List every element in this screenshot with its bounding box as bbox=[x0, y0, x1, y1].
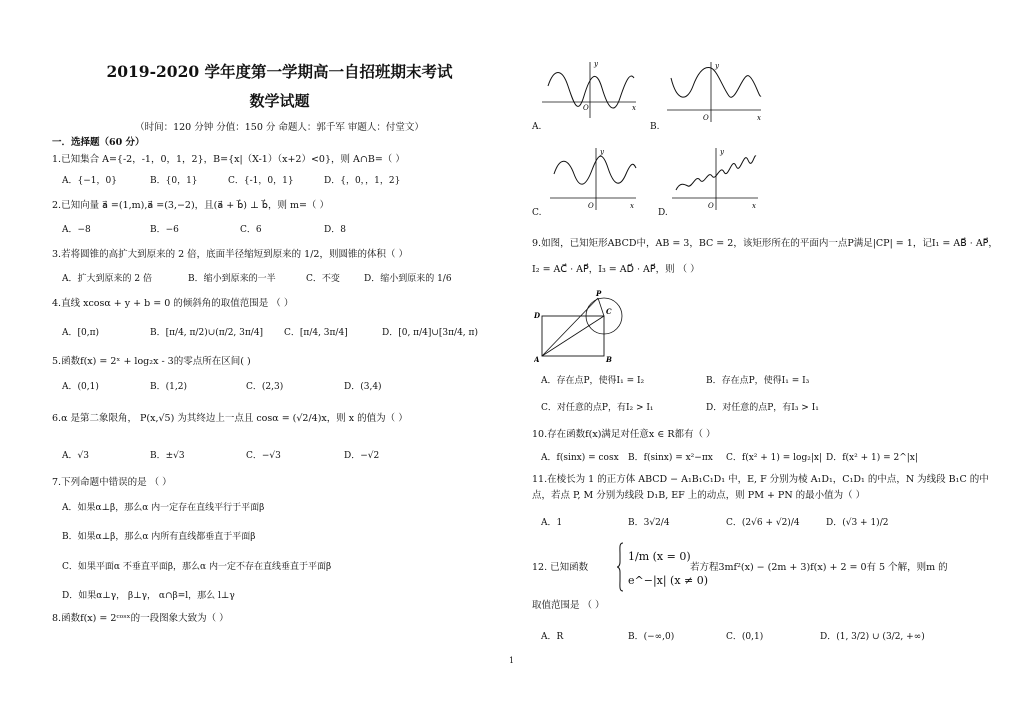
q11-option-b: B．3√2/4 bbox=[628, 518, 670, 528]
x-label: x bbox=[632, 104, 636, 112]
page-number: 1 bbox=[509, 656, 515, 665]
origin-label: O bbox=[703, 114, 709, 122]
q8-option-a: A. bbox=[532, 122, 542, 132]
q12-piece-2: e^−|x| (x ≠ 0) bbox=[628, 574, 709, 587]
q5-option-b: B．(1,2) bbox=[150, 382, 187, 392]
q6-option-a: A．√3 bbox=[62, 451, 89, 461]
q11-stem: 11.在棱长为 1 的正方体 ABCD − A₁B₁C₁D₁ 中，E, F 分别为棱 A₁D₁，C₁D₁ 的中点，N 为线段 B₁C 的中 bbox=[532, 474, 989, 485]
q10-option-b: B．f(sinx) = x²−πx bbox=[628, 453, 713, 463]
q2-option-b: B．−6 bbox=[150, 225, 179, 235]
q9-option-d: D．对任意的点P，有I₃ > I₁ bbox=[706, 403, 819, 413]
q12-piece-1: 1/m (x = 0) bbox=[628, 550, 691, 563]
origin-label: O bbox=[588, 202, 594, 210]
q11-option-a: A．1 bbox=[541, 518, 563, 528]
q8-option-d: D. bbox=[658, 208, 668, 218]
exam-info: （时间：120 分钟 分值：150 分 命题人：郭千军 审题人：付堂文） bbox=[135, 122, 424, 133]
q8-option-b: B. bbox=[650, 122, 660, 132]
q6-option-d: D．−√2 bbox=[344, 451, 380, 461]
q8-option-c: C. bbox=[532, 208, 542, 218]
segment-cp bbox=[598, 298, 604, 316]
q10-option-c: C．f(x² + 1) = log₂|x| bbox=[726, 453, 822, 463]
origin-label: O bbox=[583, 104, 589, 112]
q8-graph-a bbox=[540, 58, 640, 120]
origin-label: O bbox=[708, 202, 714, 210]
q12-option-b: B．(−∞,0) bbox=[628, 632, 675, 642]
q11-stem-cont: 点，若点 P, M 分别为线段 D₁B, EF 上的动点，则 PM + PN 的最小值为（ ） bbox=[532, 490, 866, 501]
q2-stem: 2.已知向量 a⃗ =(1,m),a⃗ =(3,−2)，且(a⃗ + b⃗) ⊥ b⃗，则 m=（ ） bbox=[52, 200, 329, 211]
curve bbox=[554, 156, 636, 184]
diagonal-ac bbox=[542, 316, 604, 356]
q1-option-c: C．{-1，0，1} bbox=[228, 176, 294, 186]
q5-stem: 5.函数f(x) = 2ˣ + log₂x - 3的零点所在区间( ) bbox=[52, 356, 251, 367]
q1-stem: 1.已知集合 A={-2，-1，0，1，2}，B={x|（X-1）（x+2）<0}，则 A∩B=（ ） bbox=[52, 154, 405, 165]
q1-option-a: A．{−1，0} bbox=[62, 176, 117, 186]
x-label: x bbox=[752, 202, 756, 210]
q9-option-a: A．存在点P，使得I₁ = I₂ bbox=[541, 376, 645, 386]
q7-option-a: A．如果α⊥β，那么α 内一定存在直线平行于平面β bbox=[62, 503, 265, 513]
q10-option-a: A．f(sinx) = cosx bbox=[541, 453, 619, 463]
q7-option-d: D．如果α⊥γ， β⊥γ， α∩β=l，那么 l⊥γ bbox=[62, 591, 235, 601]
q10-stem: 10.存在函数f(x)满足对任意x ∈ R都有（ ） bbox=[532, 429, 716, 440]
q6-option-c: C．−√3 bbox=[246, 451, 281, 461]
q12-stem-b: 若方程3mf²(x) − (2m + 3)f(x) + 2 = 0有 5 个解，则m 的 bbox=[690, 562, 948, 573]
q6-option-b: B．±√3 bbox=[150, 451, 185, 461]
q7-option-b: B．如果α⊥β，那么α 内所有直线都垂直于平面β bbox=[62, 532, 256, 542]
q6-stem: 6.α 是第二象限角， P(x,√5) 为其终边上一点且 cosα = (√2/4)x，则 x 的值为（ ） bbox=[52, 413, 408, 424]
q4-option-d: D．[0, π/4]∪[3π/4, π) bbox=[382, 328, 478, 338]
q9-option-c: C．对任意的点P，有I₂ > I₁ bbox=[541, 403, 654, 413]
x-label: x bbox=[757, 114, 761, 122]
q5-option-d: D．(3,4) bbox=[344, 382, 382, 392]
q5-option-a: A．(0,1) bbox=[62, 382, 99, 392]
q8-graph-c bbox=[548, 144, 640, 212]
q3-option-a: A．扩大到原来的 2 倍 bbox=[62, 274, 152, 284]
q7-stem: 7.下列命题中错误的是 （ ） bbox=[52, 477, 172, 488]
q2-option-d: D．8 bbox=[324, 225, 346, 235]
q12-piecewise-brace bbox=[616, 542, 624, 592]
q3-option-b: B．缩小到原来的一半 bbox=[188, 274, 276, 284]
q12-stem-cont: 取值范围是 （ ） bbox=[532, 600, 605, 611]
label-p: P bbox=[596, 289, 602, 298]
q12-stem-a: 12. 已知函数 bbox=[532, 562, 589, 573]
q2-option-a: A．−8 bbox=[62, 225, 91, 235]
q12-option-a: A．R bbox=[541, 632, 564, 642]
q9-stem: 9.如图，已知矩形ABCD中，AB = 3，BC = 2，该矩形所在的平面内一点P满足|CP| = 1，记I₁ = AB⃗ · AP⃗， bbox=[532, 238, 998, 249]
brace-path bbox=[617, 543, 623, 591]
label-c: C bbox=[606, 307, 612, 316]
q9-option-b: B．存在点P，使得I₁ = I₃ bbox=[706, 376, 810, 386]
q12-option-d: D．(1, 3/2) ∪ (3/2, +∞) bbox=[820, 632, 925, 642]
q1-option-b: B．{0，1} bbox=[150, 176, 198, 186]
label-a: A bbox=[534, 355, 540, 364]
q11-option-c: C．(2√6 + √2)/4 bbox=[726, 518, 800, 528]
curve bbox=[671, 68, 761, 98]
x-label: x bbox=[630, 202, 634, 210]
q5-option-c: C．(2,3) bbox=[246, 382, 284, 392]
exam-subtitle: 数学试题 bbox=[249, 92, 310, 110]
q4-stem: 4.直线 xcosα + y + b = 0 的倾斜角的取值范围是 （ ） bbox=[52, 298, 294, 309]
y-label: y bbox=[720, 148, 724, 156]
y-label: y bbox=[600, 148, 604, 156]
q1-option-d: D．{，0，，1，2} bbox=[324, 176, 401, 186]
y-label: y bbox=[594, 60, 598, 68]
y-label: y bbox=[715, 62, 719, 70]
q2-option-c: C．6 bbox=[240, 225, 262, 235]
curve bbox=[548, 73, 634, 109]
q9-rectangle-figure bbox=[534, 288, 630, 364]
q9-stem-cont: I₂ = AC⃗ · AP⃗，I₃ = AD⃗ · AP⃗，则 （ ） bbox=[532, 264, 700, 275]
q4-option-c: C．[π/4, 3π/4] bbox=[284, 328, 348, 338]
section-heading: 一．选择题（60 分） bbox=[52, 137, 145, 148]
label-b: B bbox=[606, 355, 612, 364]
q7-option-c: C．如果平面α 不垂直平面β，那么α 内一定不存在直线垂直于平面β bbox=[62, 562, 332, 572]
q12-option-c: C．(0,1) bbox=[726, 632, 764, 642]
q8-graph-d bbox=[670, 144, 762, 212]
q11-option-d: D．(√3 + 1)/2 bbox=[826, 518, 889, 528]
q3-option-c: C．不变 bbox=[306, 274, 340, 284]
q10-option-d: D．f(x² + 1) = 2^|x| bbox=[826, 453, 918, 463]
q4-option-b: B．[π/4, π/2)∪(π/2, 3π/4] bbox=[150, 328, 264, 338]
q3-option-d: D．缩小到原来的 1/6 bbox=[364, 274, 452, 284]
q3-stem: 3.若将圆锥的高扩大到原来的 2 倍，底面半径缩短到原来的 1/2，则圆锥的体积（ ） bbox=[52, 249, 408, 260]
exam-title: 2019-2020 学年度第一学期高一自招班期末考试 bbox=[106, 62, 453, 81]
q4-option-a: A．[0,π) bbox=[62, 328, 100, 338]
q8-stem: 8.函数f(x) = 2ᶜᵒˢˣ的一段图象大致为（ ） bbox=[52, 613, 229, 624]
label-d: D bbox=[534, 311, 541, 320]
q8-graph-b bbox=[665, 58, 765, 124]
